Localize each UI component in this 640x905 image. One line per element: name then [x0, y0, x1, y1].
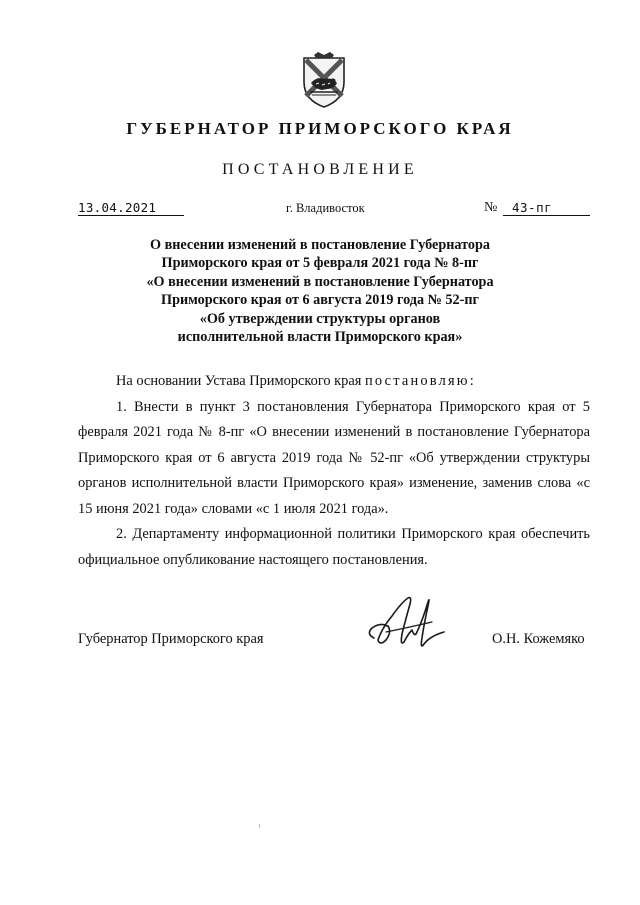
item-1-paragraph: 1. Внести в пункт 3 постановления Губернатора Приморского края от 5 февраля 2021 года № 8-пг «О внесении изменений в постановление Губернатора Приморского края от 6 августа 2019 года № 52-пг «Об утверждении структуры органов исполнительной власти Приморского края» изменение, заменив слова «с 15 июня 2021 года» словами «с 1 июля 2021 года».: [78, 398, 590, 517]
handwritten-signature-icon: [362, 592, 454, 662]
signatory-position: Губернатор Приморского края: [78, 631, 264, 647]
heading-line: исполнительной власти Приморского края»: [177, 329, 463, 346]
preamble-text: На основании Устава Приморского края: [116, 373, 365, 389]
document-heading: [60, 236, 580, 346]
heading-line: Приморского края от 5 февраля 2021 года № 8-пг: [161, 255, 479, 272]
document-meta-row: [0, 200, 640, 222]
scan-artifact: [259, 824, 260, 828]
date-underline: [78, 215, 184, 216]
preamble-punct: :: [469, 373, 474, 389]
heading-line: «Об утверждении структуры органов: [199, 310, 441, 327]
document-type: ПОСТАНОВЛЕНИЕ: [222, 161, 418, 178]
document-number: 43-пг: [512, 200, 553, 215]
document-city: г. Владивосток: [286, 201, 365, 215]
number-underline: [503, 215, 590, 216]
document-body: [78, 369, 590, 573]
preamble-decree-word: постановляю: [364, 373, 470, 389]
number-sign: №: [484, 200, 498, 215]
authority-title: ГУБЕРНАТОР ПРИМОРСКОГО КРАЯ: [126, 119, 514, 138]
primorsky-krai-coat-of-arms-icon: [300, 52, 348, 110]
preamble-paragraph: [78, 369, 590, 395]
heading-line: О внесении изменений в постановление Губернатора: [150, 237, 490, 253]
item-2-paragraph: 2. Департаменту информационной политики Приморского края обеспечить официальное опубликование настоящего постановления.: [78, 526, 590, 568]
signatory-name: О.Н. Кожемяко: [492, 631, 585, 647]
document-date: 13.04.2021: [78, 200, 157, 215]
heading-line: Приморского края от 6 августа 2019 года № 52-пг: [161, 292, 479, 309]
heading-line: «О внесении изменений в постановление Губернатора: [146, 273, 494, 290]
